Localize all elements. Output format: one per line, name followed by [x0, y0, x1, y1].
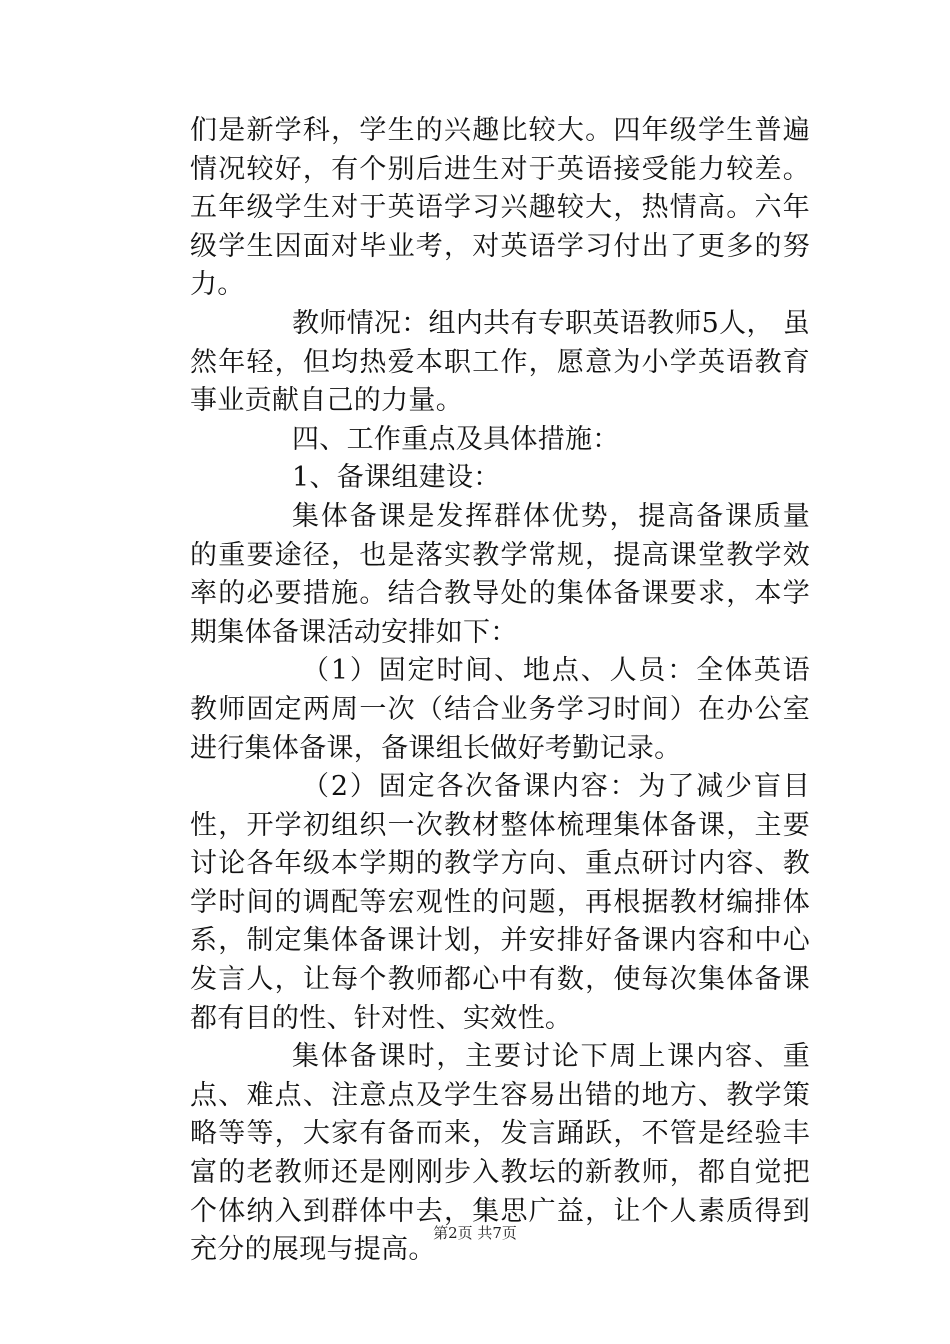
- paragraph-collective-prep: 集体备课是发挥群体优势，提高备课质量的重要途径，也是落实教学常规，提高课堂教学效率的必要措施。结合教导处的集体备课要求，本学期集体备课活动安排如下：: [190, 500, 810, 648]
- section-heading-work-focus: 四、工作重点及具体措施：: [292, 423, 620, 455]
- paragraph-student-situation: 们是新学科，学生的兴趣比较大。四年级学生普遍情况较好，有个别后进生对于英语接受能力较差。五年级学生对于英语学习兴趣较大，热情高。六年级学生因面对毕业考，对英语学习付出了更多的努力。: [190, 115, 810, 301]
- subheading-lesson-prep-group: 1、备课组建设：: [292, 462, 501, 494]
- paragraph-collective-prep-discussion: 集体备课时，主要讨论下周上课内容、重点、难点、注意点及学生容易出错的地方、教学策略等等，大家有备而来，发言踊跃，不管是经验丰富的老教师还是刚刚步入教坛的新教师，都自觉把个体纳入到群体中去，集思广益，让个人素质得到充分的展现与提高。: [190, 1041, 810, 1266]
- document-body: [190, 112, 810, 1270]
- page-footer: [0, 1222, 950, 1243]
- page-number-label: 第2页 共7页: [433, 1224, 517, 1242]
- paragraph-teacher-situation: 教师情况：组内共有专职英语教师5人， 虽然年轻，但均热爱本职工作，愿意为小学英语教育事业贡献自己的力量。: [190, 307, 810, 417]
- paragraph-item-2: （2）固定各次备课内容：为了减少盲目性，开学初组织一次教材整体梳理集体备课，主要讨论各年级本学期的教学方向、重点研讨内容、教学时间的调配等宏观性的问题，再根据教材编排体系，制定集体备课计划，并安排好备课内容和中心发言人，让每个教师都心中有数，使每次集体备课都有目的性、针对性、实效性。: [190, 771, 810, 1034]
- paragraph-item-1: （1）固定时间、地点、人员：全体英语教师固定两周一次（结合业务学习时间）在办公室进行集体备课，备课组长做好考勤记录。: [190, 655, 810, 764]
